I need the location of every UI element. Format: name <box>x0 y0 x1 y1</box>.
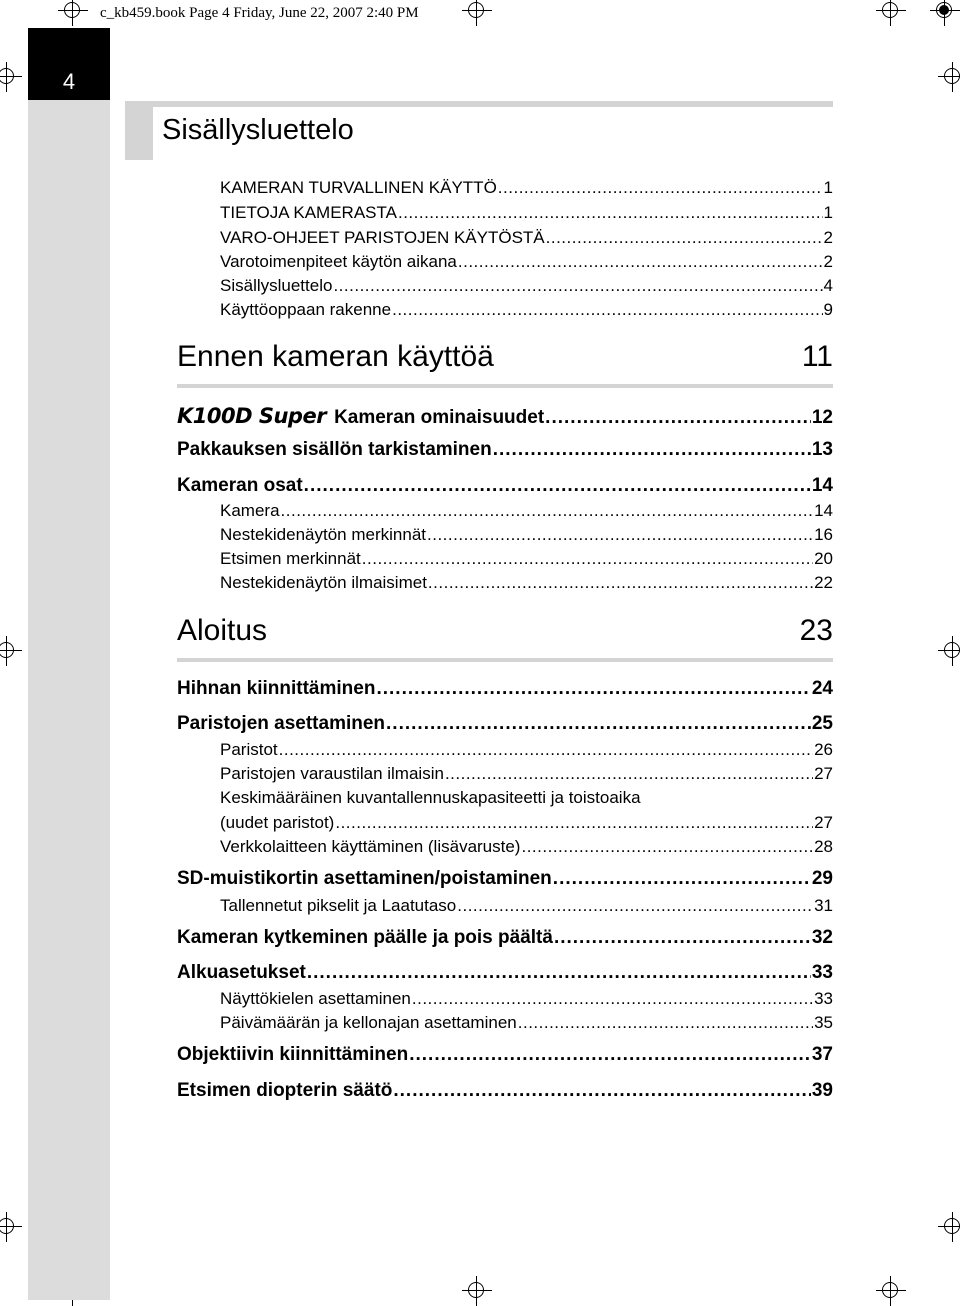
toc-section[interactable] <box>177 713 833 741</box>
registration-mark-icon <box>938 1212 960 1242</box>
leader-dots <box>493 439 811 461</box>
toc-entry[interactable] <box>220 1013 833 1037</box>
title-rule <box>125 101 833 107</box>
toc-entry-label: Etsimen merkinnät <box>220 549 361 568</box>
toc-entry-page: 31 <box>814 896 833 915</box>
toc-entry[interactable] <box>220 813 833 837</box>
registration-mark-icon <box>876 0 906 26</box>
toc-entry-label: Sisällysluettelo <box>220 276 333 295</box>
chapter-rule <box>177 658 833 662</box>
registration-mark-icon <box>58 0 88 26</box>
leader-dots <box>386 713 811 735</box>
toc-entry-page: 4 <box>823 276 833 295</box>
toc-section-page: 32 <box>811 927 833 948</box>
leader-dots <box>362 549 813 569</box>
toc-entry-label: Tallennetut pikselit ja Laatutaso <box>220 896 457 915</box>
toc-section[interactable] <box>177 927 833 955</box>
toc-entry-label: TIETOJA KAMERASTA <box>220 203 397 222</box>
toc-entry-label: Paristot <box>220 740 278 759</box>
toc-entry-page: 35 <box>814 1013 833 1032</box>
leader-dots <box>412 989 813 1009</box>
registration-mark-icon <box>0 62 22 92</box>
leader-dots <box>279 740 813 760</box>
toc-section-page: 13 <box>811 439 833 460</box>
title-marker <box>125 107 153 160</box>
registration-mark-icon <box>0 636 22 666</box>
toc-section-page: 33 <box>811 962 833 983</box>
leader-dots <box>409 1044 811 1066</box>
chapter-page: 11 <box>801 340 833 373</box>
toc-section-page: 24 <box>811 678 833 699</box>
leader-dots <box>392 300 822 320</box>
toc-entry-page: 28 <box>814 837 833 856</box>
toc-entry[interactable] <box>220 837 833 861</box>
toc-entry-label: Kamera <box>220 501 280 520</box>
toc-section-page: 25 <box>811 713 833 734</box>
toc-entry-label: Nestekidenäytön ilmaisimet <box>220 573 427 592</box>
toc-entry[interactable] <box>220 573 833 597</box>
leader-dots <box>376 678 810 700</box>
leader-dots <box>307 962 811 984</box>
toc-section-label: SD-muistikortin asettaminen/poistaminen <box>177 868 552 889</box>
leader-dots <box>546 228 823 248</box>
toc-entry[interactable] <box>220 989 833 1013</box>
leader-dots <box>545 407 811 429</box>
toc-entry-label: Verkkolaitteen käyttäminen (lisävaruste) <box>220 837 521 856</box>
leader-dots <box>428 573 813 593</box>
leader-dots <box>498 178 823 198</box>
leader-dots <box>521 837 813 857</box>
registration-mark-icon <box>938 62 960 92</box>
leader-dots <box>335 813 813 833</box>
toc-section[interactable] <box>177 1080 833 1108</box>
leader-dots <box>553 868 811 890</box>
leader-dots <box>393 1080 810 1102</box>
toc-entry-page: 9 <box>823 300 833 319</box>
toc-section-page: 12 <box>811 407 833 428</box>
toc-entry[interactable] <box>220 740 833 764</box>
chapter-heading[interactable] <box>177 340 833 374</box>
toc-entry-label: (uudet paristot) <box>220 813 335 832</box>
toc-entry-label: Varotoimenpiteet käytön aikana <box>220 252 457 271</box>
leader-dots <box>304 475 811 497</box>
toc-section[interactable] <box>177 868 833 896</box>
toc-entry-page: 14 <box>814 501 833 520</box>
toc-section[interactable] <box>177 404 833 432</box>
toc-section-label: Etsimen diopterin säätö <box>177 1080 393 1101</box>
toc-entry-page: 27 <box>814 813 833 832</box>
toc-entry-page: 33 <box>814 989 833 1008</box>
leader-dots <box>398 203 823 223</box>
toc-entry-label: Näyttökielen asettaminen <box>220 989 411 1008</box>
toc-section-page: 29 <box>811 868 833 889</box>
toc-entry-label: VARO-OHJEET PARISTOJEN KÄYTÖSTÄ <box>220 228 545 247</box>
k100d-super-logo: K100D Super <box>177 404 327 428</box>
leader-dots <box>281 501 814 521</box>
toc-entry[interactable] <box>220 525 833 549</box>
registration-mark-icon <box>0 1212 22 1242</box>
toc-entry[interactable] <box>220 228 833 252</box>
toc-section[interactable] <box>177 475 833 503</box>
toc-entry-page: 16 <box>814 525 833 544</box>
toc-section-page: 37 <box>811 1044 833 1065</box>
toc-entry[interactable] <box>220 501 833 525</box>
toc-entry-page: 1 <box>823 178 833 197</box>
toc-entry-label: Keskimääräinen kuvantallennuskapasiteetti ja toistoaika <box>220 788 641 807</box>
toc-entry-page: 2 <box>823 228 833 247</box>
toc-entry[interactable] <box>220 276 833 300</box>
toc-section-page: 14 <box>811 475 833 496</box>
chapter-page: 23 <box>799 614 833 647</box>
leader-dots <box>445 764 813 784</box>
registration-mark-icon <box>462 1276 492 1306</box>
leader-dots <box>333 276 822 296</box>
registration-mark-icon <box>938 636 960 666</box>
toc-entry-page: 1 <box>823 203 833 222</box>
toc-entry[interactable] <box>220 764 833 788</box>
registration-mark-icon <box>930 0 960 26</box>
chapter-title: Ennen kameran käyttöä <box>177 340 494 373</box>
toc-section-label: Kameran osat <box>177 475 303 496</box>
toc-section-label: Paristojen asettaminen <box>177 713 386 734</box>
registration-mark-icon <box>876 1276 906 1306</box>
toc-entry[interactable] <box>220 788 833 812</box>
chapter-heading[interactable] <box>177 614 833 648</box>
toc-entry[interactable] <box>220 178 833 202</box>
leader-dots <box>518 1013 813 1033</box>
page-number-tab <box>28 28 110 100</box>
toc-entry-page: 20 <box>814 549 833 568</box>
toc-section-label: Alkuasetukset <box>177 962 306 983</box>
toc-entry[interactable] <box>220 549 833 573</box>
toc-entry[interactable] <box>220 896 833 920</box>
toc-section-label: Hihnan kiinnittäminen <box>177 678 376 699</box>
toc-entry[interactable] <box>220 252 833 276</box>
page-number: 4 <box>62 69 76 94</box>
toc-entry-page: 22 <box>814 573 833 592</box>
toc-entry[interactable] <box>220 203 833 227</box>
registration-mark-icon <box>462 0 492 26</box>
toc-section-label: Pakkauksen sisällön tarkistaminen <box>177 439 492 460</box>
toc-entry-label: Päivämäärän ja kellonajan asettaminen <box>220 1013 517 1032</box>
toc-section-label: Objektiivin kiinnittäminen <box>177 1044 409 1065</box>
toc-section[interactable] <box>177 1044 833 1072</box>
toc-entry-page: 26 <box>814 740 833 759</box>
chapter-title: Aloitus <box>177 614 268 647</box>
toc-entry-label: KAMERAN TURVALLINEN KÄYTTÖ <box>220 178 497 197</box>
toc-entry[interactable] <box>220 300 833 324</box>
leader-dots <box>457 896 813 916</box>
book-header-line: c_kb459.book Page 4 Friday, June 22, 2007 2:40 PM <box>100 5 419 21</box>
toc-entry-page: 27 <box>814 764 833 783</box>
toc-entry-page: 2 <box>823 252 833 271</box>
toc-entry-label: Paristojen varaustilan ilmaisin <box>220 764 444 783</box>
leader-dots <box>554 927 811 949</box>
toc-section[interactable] <box>177 439 833 467</box>
toc-section[interactable] <box>177 678 833 706</box>
chapter-rule <box>177 384 833 388</box>
toc-entry-label: Käyttöoppaan rakenne <box>220 300 392 319</box>
toc-section-label: Kameran kytkeminen päälle ja pois päältä <box>177 927 553 948</box>
toc-section-label: Kameran ominaisuudet <box>334 407 545 428</box>
leader-dots <box>458 252 823 272</box>
toc-section[interactable] <box>177 962 833 990</box>
toc-section-page: 39 <box>811 1080 833 1101</box>
page-side-strip <box>28 100 110 1300</box>
page-title: Sisällysluettelo <box>162 114 354 146</box>
toc-entry-label: Nestekidenäytön merkinnät <box>220 525 427 544</box>
leader-dots <box>427 525 813 545</box>
